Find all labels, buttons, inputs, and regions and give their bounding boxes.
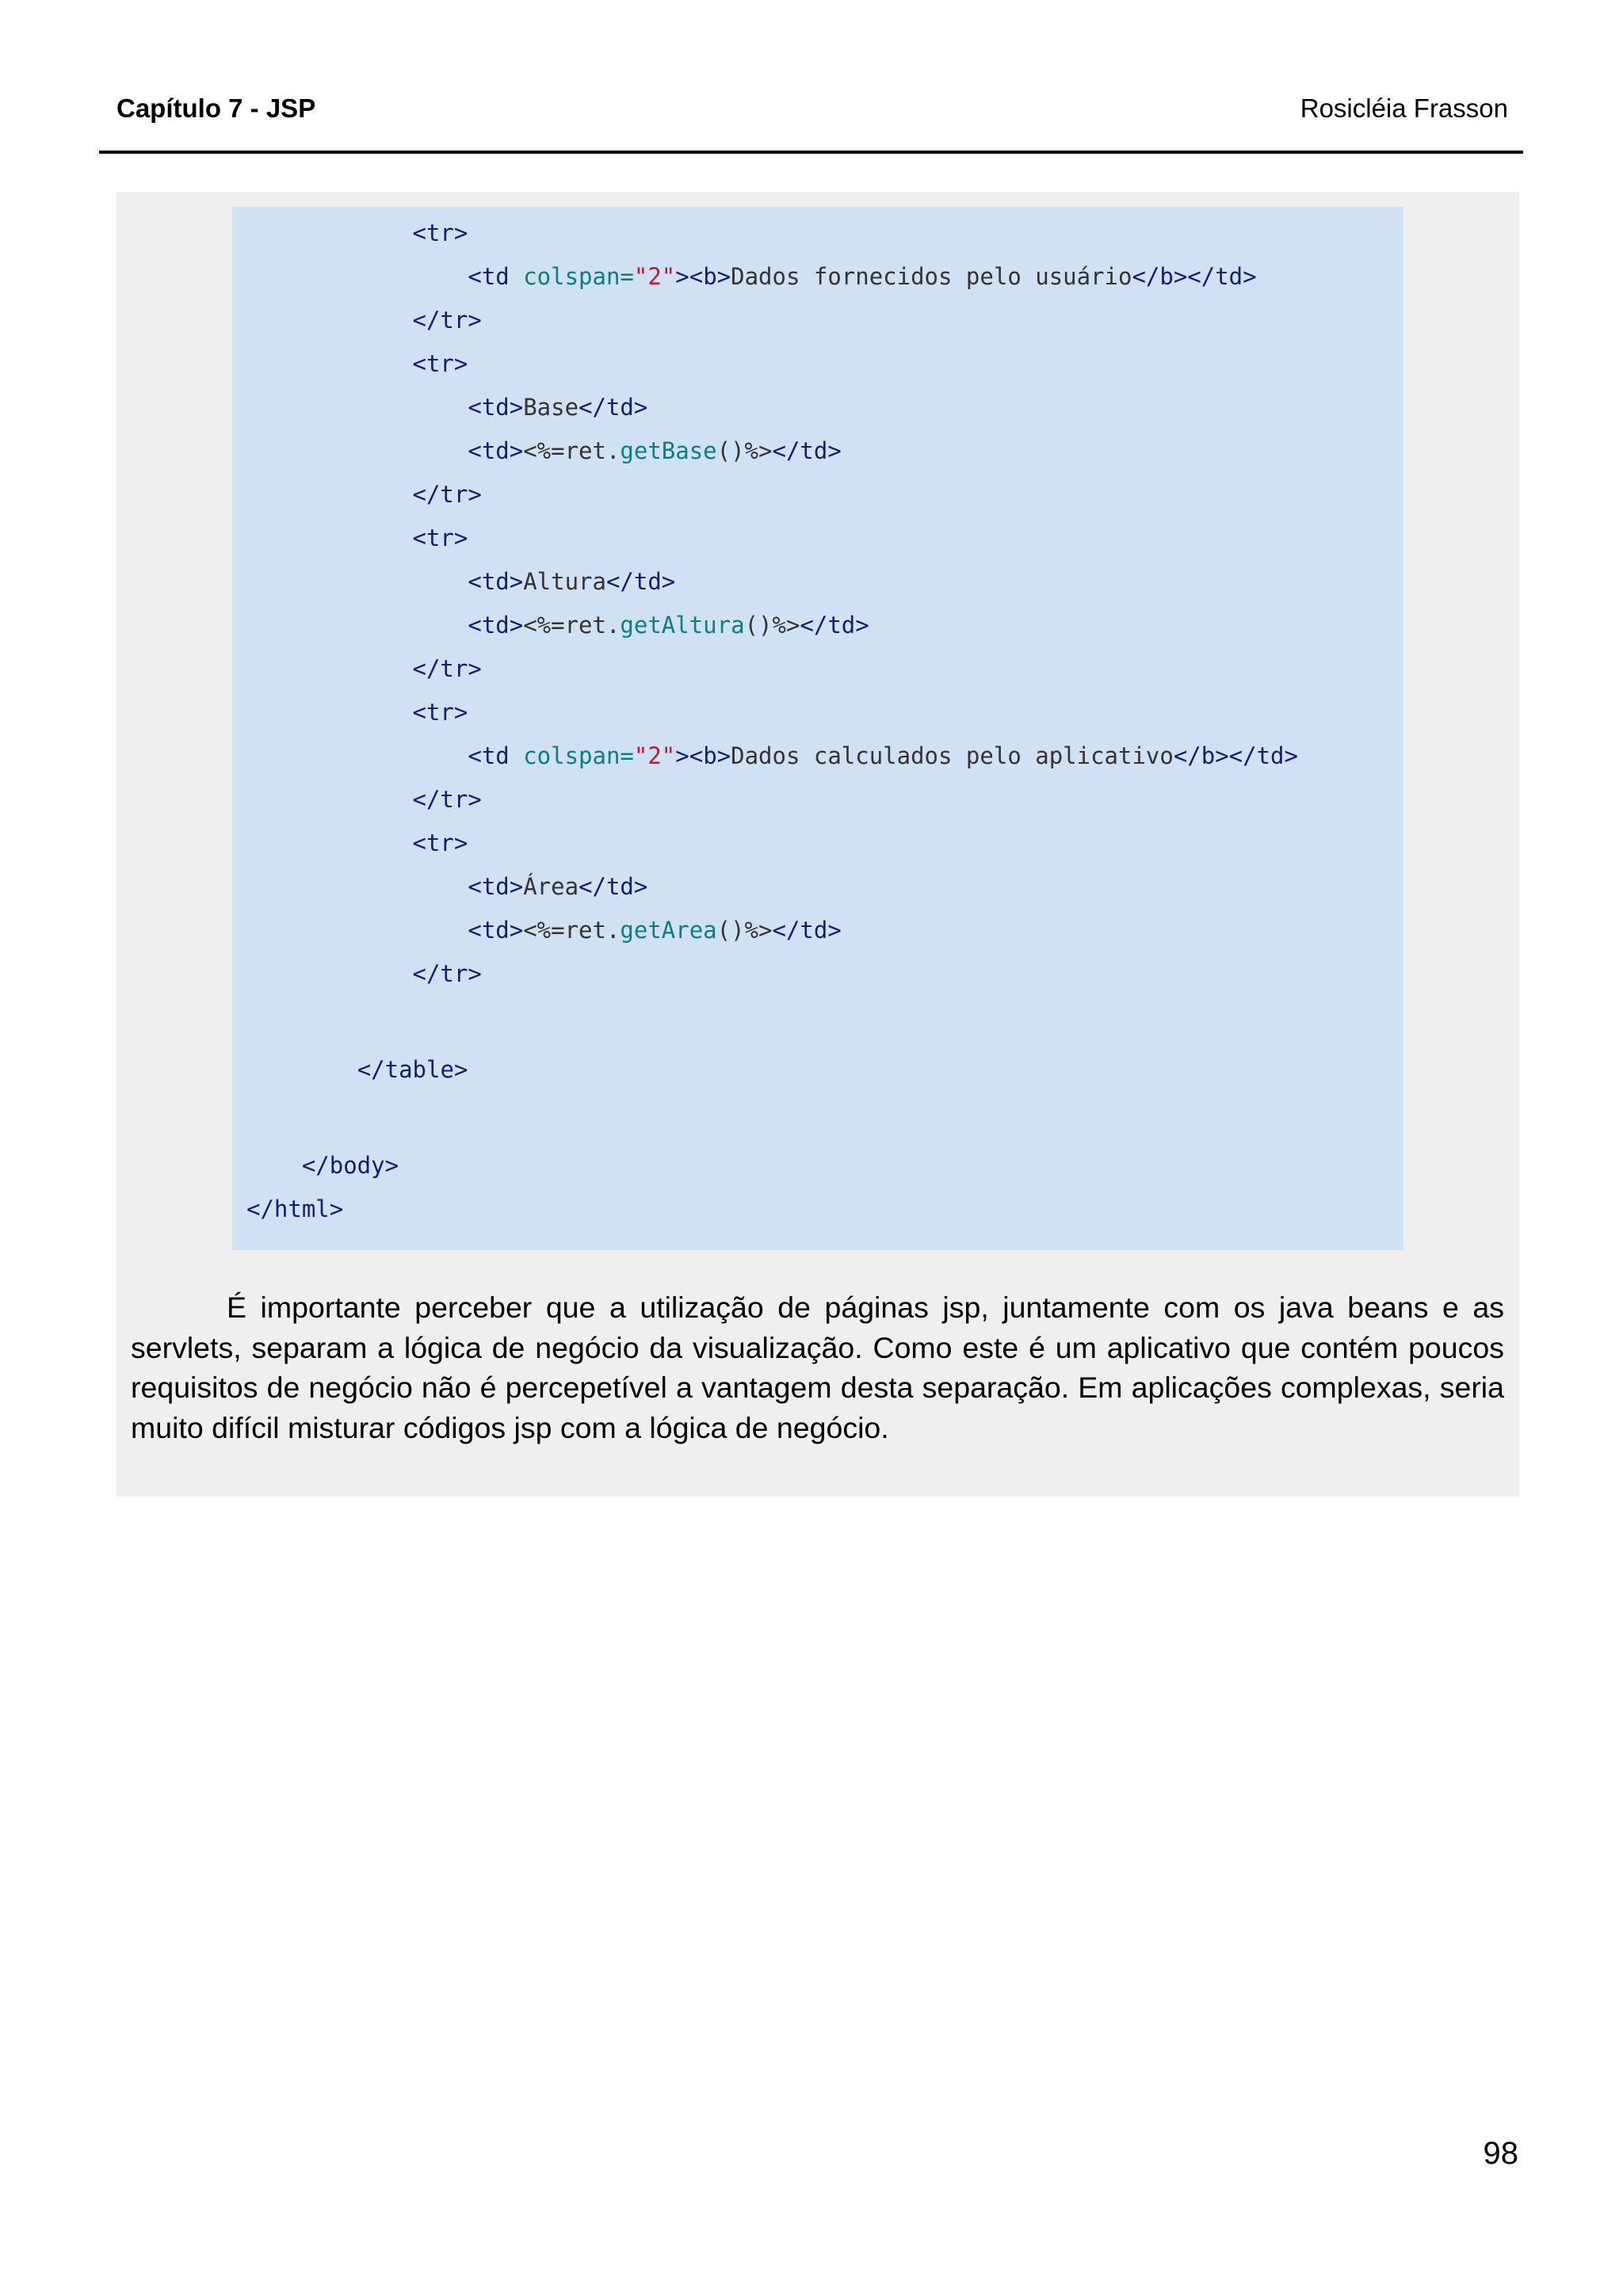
code-line: [246, 435, 842, 467]
code-token: colspan=: [523, 742, 634, 769]
code-token: Altura: [523, 568, 606, 595]
code-token: </b></td>: [1132, 263, 1257, 290]
code-indent: [246, 873, 468, 900]
code-token: getBase: [620, 437, 717, 464]
chapter-title: Capítulo 7 - JSP: [116, 93, 316, 123]
code-token: <td>: [468, 568, 524, 595]
code-token: <%=ret.: [523, 437, 621, 464]
code-indent: [246, 655, 413, 682]
code-token: </b></td>: [1173, 742, 1298, 769]
code-token: <td>: [468, 394, 524, 421]
code-token: Base: [523, 394, 579, 421]
code-token: </body>: [301, 1152, 399, 1179]
code-token: </tr>: [412, 786, 482, 813]
code-indent: [246, 786, 413, 813]
code-line: [246, 348, 468, 379]
code-indent: [246, 612, 468, 639]
code-token: </td>: [772, 917, 842, 944]
code-token: Área: [523, 873, 579, 900]
code-token: </html>: [246, 1196, 344, 1222]
code-token: Dados fornecidos pelo usuário: [731, 263, 1132, 290]
code-line: [246, 522, 468, 554]
code-token: <%=ret.: [523, 612, 621, 639]
page-number: 98: [1483, 2136, 1518, 2171]
code-token: getAltura: [620, 612, 745, 639]
code-token: "2": [633, 263, 676, 290]
code-token: </table>: [357, 1056, 468, 1083]
page-header: [116, 93, 1508, 133]
code-token: </td>: [579, 394, 648, 421]
header-divider: [99, 151, 1523, 154]
code-indent: [246, 350, 413, 377]
code-line: [246, 696, 468, 728]
code-token: ()%>: [716, 917, 773, 944]
code-token: Dados calculados pelo aplicativo: [731, 742, 1174, 769]
code-indent: [246, 699, 413, 726]
code-token: <td>: [468, 873, 524, 900]
code-line: [246, 566, 675, 597]
code-token: <td: [468, 263, 524, 290]
code-token: <%=ret.: [523, 917, 621, 944]
code-token: </td>: [772, 437, 842, 464]
code-indent: [246, 568, 468, 595]
code-token: ()%>: [744, 612, 800, 639]
code-token: <td>: [468, 437, 524, 464]
code-indent: [246, 307, 413, 334]
code-indent: [246, 1056, 357, 1083]
code-token: ()%>: [716, 437, 773, 464]
code-line: [246, 827, 468, 859]
code-token: getArea: [620, 917, 717, 944]
code-line: [246, 261, 1257, 292]
author-name: Rosicléia Frasson: [1300, 93, 1508, 123]
code-indent: [246, 960, 413, 987]
code-token: <td: [468, 742, 524, 769]
code-token: </td>: [579, 873, 648, 900]
code-indent: [246, 1152, 302, 1179]
code-indent: [246, 917, 468, 944]
code-line: [246, 479, 482, 510]
code-line: [246, 391, 647, 423]
code-line: [246, 914, 842, 946]
code-token: </tr>: [412, 655, 482, 682]
code-line: [246, 1193, 343, 1225]
code-line: [246, 217, 468, 249]
code-token: <tr>: [412, 219, 468, 246]
code-line: [246, 1054, 468, 1085]
code-token: </tr>: [412, 481, 482, 508]
code-token: </tr>: [412, 960, 482, 987]
code-token: ><b>: [675, 263, 731, 290]
code-line: [246, 609, 869, 641]
code-line: [246, 871, 647, 902]
code-line: [246, 1150, 399, 1181]
code-indent: [246, 830, 413, 856]
code-token: ><b>: [675, 742, 731, 769]
code-token: </td>: [605, 568, 676, 595]
code-token: "2": [633, 742, 676, 769]
code-token: colspan=: [523, 263, 634, 290]
body-paragraph: É importante perceber que a utilização de páginas jsp, juntamente com os java beans e as servlets, separam a lógica de negócio da visualização. Como este é um aplicativo que contém poucos requisitos de negócio não é percepetível a vantagem desta separação. Em aplicações complexas, seria muito difícil misturar códigos jsp com a lógica de negócio.: [131, 1291, 1504, 1444]
code-token: <tr>: [412, 699, 468, 726]
code-token: <td>: [468, 612, 524, 639]
code-token: <td>: [468, 917, 524, 944]
code-line: [246, 958, 482, 990]
code-block: [232, 207, 1403, 1250]
code-token: <tr>: [412, 830, 468, 856]
code-indent: [246, 742, 468, 769]
code-indent: [246, 437, 468, 464]
code-token: </tr>: [412, 307, 482, 334]
code-line: [246, 304, 482, 336]
code-line: [246, 784, 482, 815]
code-indent: [246, 263, 468, 290]
code-line: [246, 653, 482, 685]
code-token: </td>: [800, 612, 869, 639]
code-indent: [246, 394, 468, 421]
code-line: [246, 740, 1298, 772]
code-indent: [246, 524, 413, 551]
code-indent: [246, 481, 413, 508]
code-token: <tr>: [412, 524, 468, 551]
code-token: <tr>: [412, 350, 468, 377]
code-indent: [246, 219, 413, 246]
